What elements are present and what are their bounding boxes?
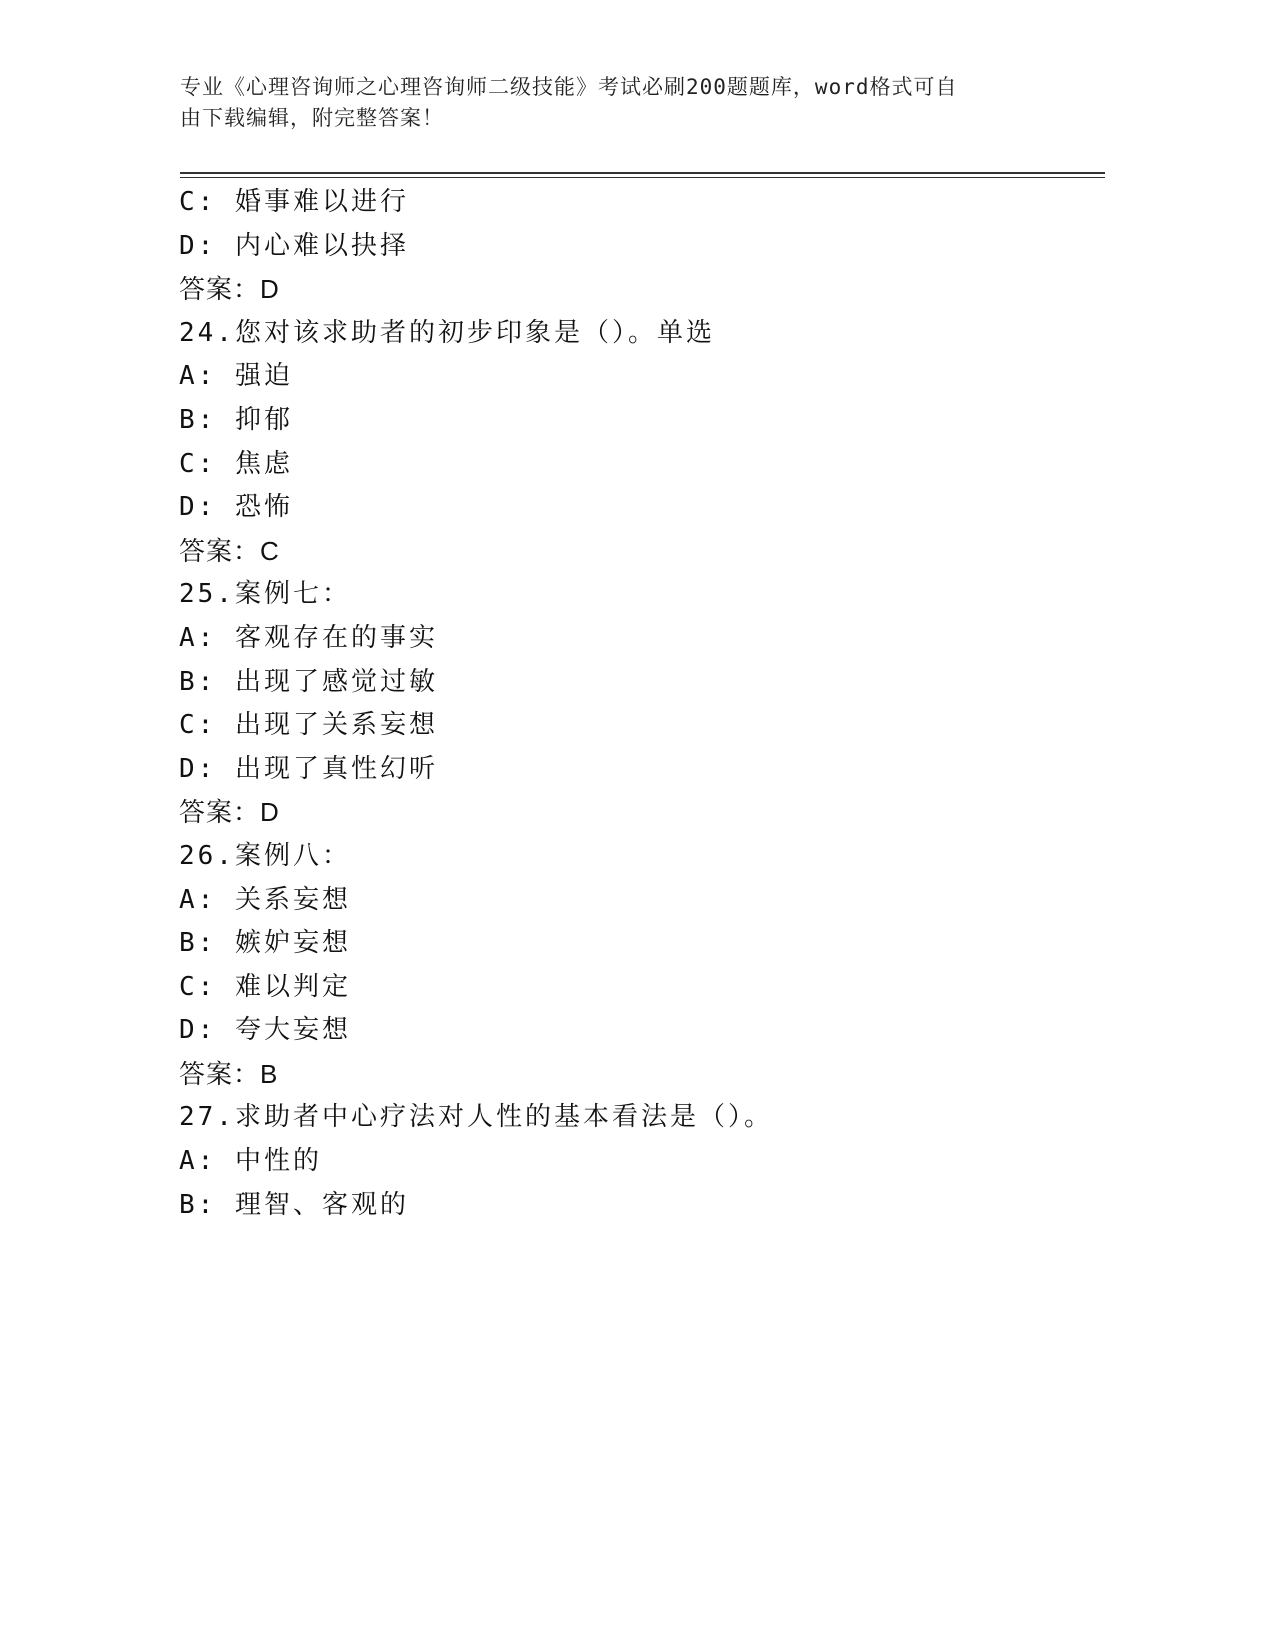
question-block bbox=[179, 184, 1109, 315]
option-b: B: 出现了感觉过敏 bbox=[179, 666, 438, 697]
option-c: C: 难以判定 bbox=[179, 971, 351, 1002]
option-a: A: 中性的 bbox=[179, 1146, 322, 1177]
question-text: 26.案例八： bbox=[179, 840, 351, 871]
option-d: D: 恐怖 bbox=[179, 492, 293, 523]
option-a: A: 关系妄想 bbox=[179, 884, 351, 915]
option-c: C: 婚事难以进行 bbox=[179, 187, 409, 217]
question-block bbox=[179, 1099, 1109, 1230]
question-block bbox=[179, 838, 1109, 1100]
question-block bbox=[179, 315, 1109, 577]
answer: 答案：D bbox=[179, 274, 280, 305]
answer: 答案：D bbox=[179, 797, 280, 828]
option-b: B: 嫉妒妄想 bbox=[179, 928, 351, 959]
option-a: A: 强迫 bbox=[179, 361, 293, 392]
option-d: D: 夸大妄想 bbox=[179, 1015, 351, 1046]
question-text: 24.您对该求助者的初步印象是（）。单选 bbox=[179, 317, 715, 348]
document-header bbox=[180, 72, 1040, 134]
option-d: D: 出现了真性幻听 bbox=[179, 753, 438, 784]
question-block bbox=[179, 576, 1109, 838]
header-line-1: 专业《心理咨询师之心理咨询师二级技能》考试必刷200题题库，word格式可自 bbox=[180, 75, 958, 99]
option-b: B: 抑郁 bbox=[179, 404, 293, 435]
question-text: 27.求助者中心疗法对人性的基本看法是（）。 bbox=[179, 1102, 773, 1133]
option-d: D: 内心难以抉择 bbox=[179, 230, 409, 261]
question-list bbox=[179, 184, 1109, 1230]
option-c: C: 出现了关系妄想 bbox=[179, 710, 438, 741]
header-divider-thin bbox=[180, 177, 1105, 178]
option-a: A: 客观存在的事实 bbox=[179, 622, 438, 653]
question-text: 25.案例七： bbox=[179, 579, 351, 610]
answer: 答案：B bbox=[179, 1058, 279, 1089]
option-b: B: 理智、客观的 bbox=[179, 1189, 409, 1220]
header-divider-thick bbox=[180, 172, 1105, 174]
answer: 答案：C bbox=[179, 535, 280, 566]
header-line-2: 由下载编辑，附完整答案！ bbox=[180, 106, 444, 130]
option-c: C: 焦虑 bbox=[179, 448, 293, 479]
